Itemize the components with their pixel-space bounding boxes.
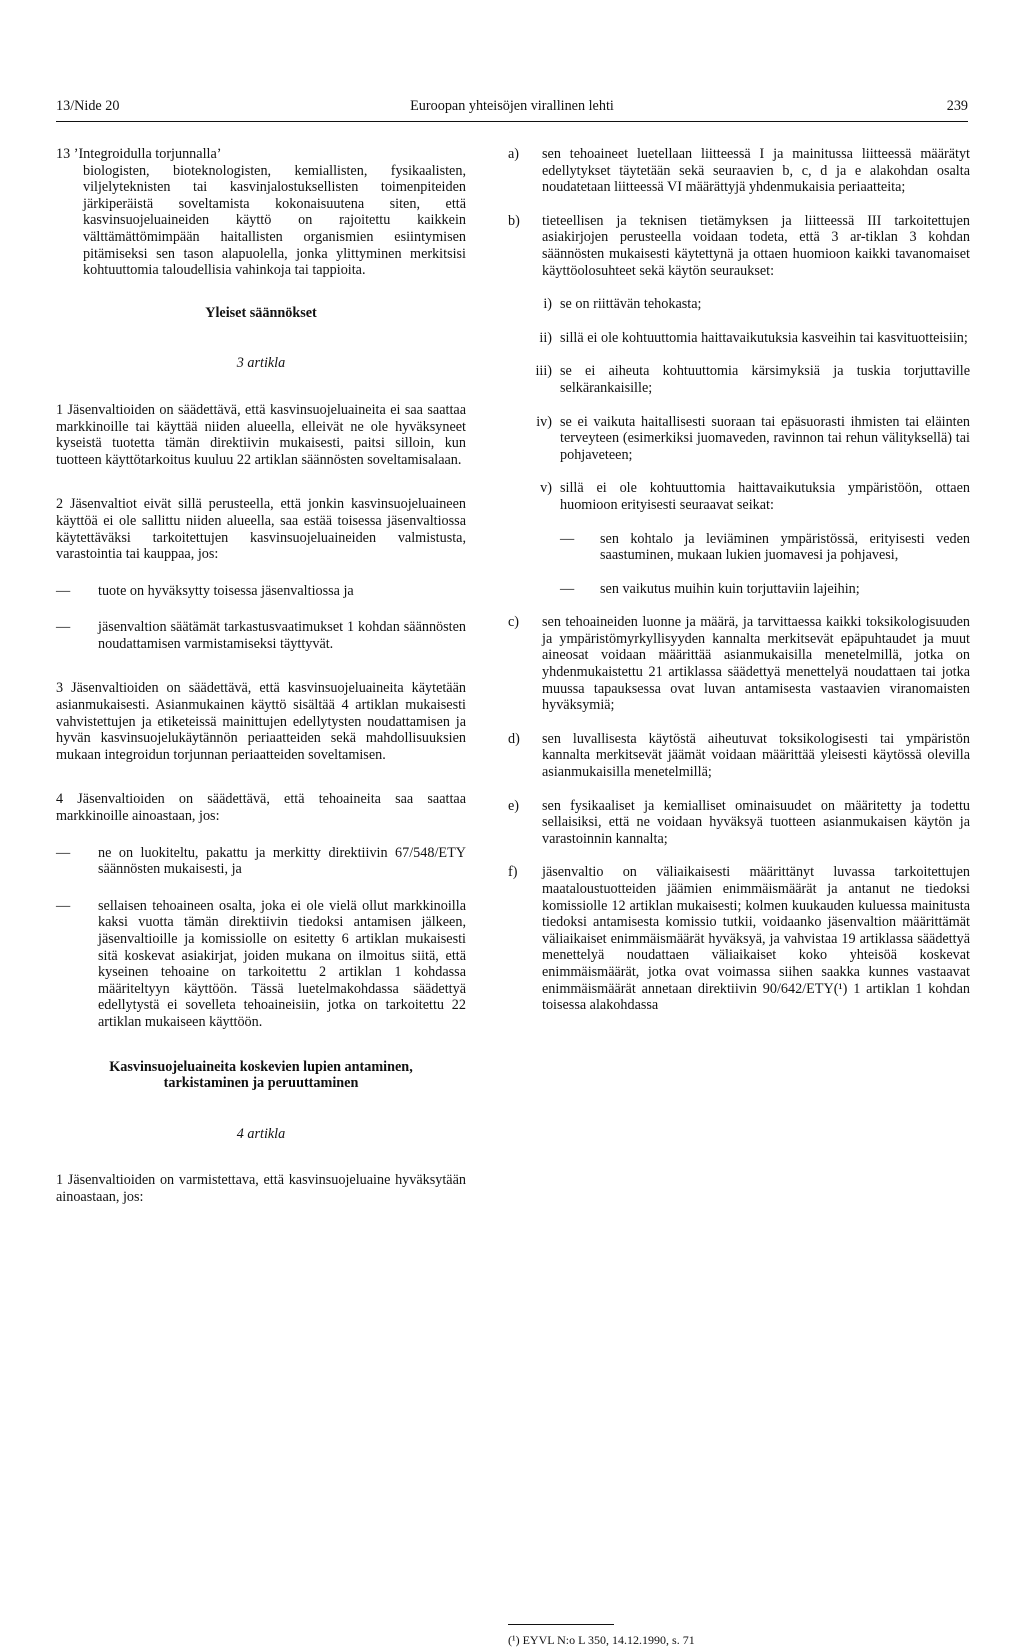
item-text: sen luvallisesta käytöstä aiheutuvat toksikologisesti tai ympäristön kannalta merkitsevät jäämät voidaan määrittää yleisesti käytössä olevilla asianmukaisilla menetelmillä; bbox=[542, 730, 970, 781]
left-column bbox=[56, 146, 466, 1206]
list-item bbox=[56, 619, 466, 652]
dash-bullet: — bbox=[56, 897, 71, 914]
subitem-label: ii) bbox=[539, 329, 552, 346]
journal-issue: 13/Nide 20 bbox=[56, 98, 120, 114]
subitem-dash-2 bbox=[508, 581, 970, 598]
subitem-dash-1 bbox=[508, 531, 970, 564]
subitem-text: se on riittävän tehokasta; bbox=[560, 296, 702, 313]
item-label: e) bbox=[508, 797, 520, 814]
subitem-label: i) bbox=[543, 296, 552, 313]
item-text: tieteellisen ja teknisen tietämyksen ja liitteessä III tarkoitettujen asiakirjojen perusteella voidaan todeta, että 3 ar-tiklan 3 kohdan säännösten mukaisesti käytettynä ja ottaen huomioon kaikki tavanomaiset käyttöolosuhteet sekä käytön seuraukset: bbox=[542, 212, 970, 279]
subitem-label: iv) bbox=[536, 413, 552, 430]
dash-bullet: — bbox=[56, 844, 71, 861]
list-item-text: sellaisen tehoaineen osalta, joka ei ole vielä ollut markkinoilla kaksi vuotta tämän direktiivin tiedoksi antamisen jälkeen, jäsenvaltioille ja komissiolle on esitetty 6 artiklan mukaisesti sitä koskevat asiakirjat, joiden mukana on ilmoitus siitä, että kyseinen tehoaine on tarkoitettu 2 artiklan 1 kohdassa määriteltyyn käyttöön. Tässä luetelmakohdassa säädettyä edellytystä ei sovelleta tehoaineisiin, jotka on tarkoitettu 22 artiklan mukaiseen käyttöön. bbox=[98, 897, 466, 1030]
subitem-dash-text: sen kohtalo ja leviäminen ympäristössä, erityisesti veden saastuminen, mukaan lukien juomavesi ja pohjavesi, bbox=[600, 530, 970, 564]
article-3-paragraph-2: 2 Jäsenvaltiot eivät sillä perusteella, että jonkin kasvinsuojeluaineen käyttöä ei ole sallittu niiden alueella, saa estää toisessa jäsenvaltiossa käytettäväksi tarkoitettujen kasvinsuojeluaineiden valmistusta, varastointia tai kauppaa, jos: bbox=[56, 496, 466, 563]
article-3-title: 3 artikla bbox=[236, 355, 286, 372]
article-4-title: 4 artikla bbox=[236, 1125, 286, 1142]
item-text: sen tehoaineiden luonne ja määrä, ja tarvittaessa kaikki toksikologisuuden ja ympäristömyrkyllisyyden kannalta merkitsevät epäpuhtaudet ja muut aineosat voidaan määrittää asianmukaisilla menetelmillä, jotka on yhdenmukaistettu 21 artiklassa säädettyä menettelyä noudattaen tai jotka muussa tapauksessa ovat luvan antamisesta vastaavien viranomaisten hyväksymiä; bbox=[542, 614, 970, 714]
subitem-text: se ei vaikuta haitallisesti suoraan tai epäsuorasti ihmisten tai eläinten terveyteen (esimerkiksi juomaveden, ravinnon tai rehun välityksellä) tai pohjaveteen; bbox=[560, 413, 970, 463]
list-item-text: tuote on hyväksytty toisessa jäsenvaltiossa ja bbox=[98, 582, 354, 599]
section-heading bbox=[56, 1059, 466, 1092]
item-text: jäsenvaltio on väliaikaisesti määrittänyt luvassa tarkoitettujen maataloustuotteiden jäämien enimmäismäärät ja antanut ne tiedoksi komissiolle 12 artiklan mukaisesti; kolmen kuukauden kuluessa mainitusta tiedoksi antamisesta komissio tutkii, voidaanko jäsenvaltion määrittämät väliaikaiset enimmäismäärät hyväksyä, ja vahvistaa 19 artiklassa säädettyä menettelyä noudattaen väliaikaiset koko yhteisöä koskevat enimmäismäärät, jotka ovat voimassa siihen saakka kunnes vastaavat enimmäismäärät annetaan direktiivin 90/642/ETY(¹) 1 artiklan 1 kohdan toisessa alakohdassa bbox=[542, 864, 970, 1014]
subitem-i bbox=[508, 296, 970, 313]
subitem-v bbox=[508, 480, 970, 513]
section-heading-line-2: tarkistaminen ja peruuttaminen bbox=[163, 1075, 359, 1092]
subitem-text: sillä ei ole kohtuuttomia haittavaikutuksia ympäristöön, ottaen huomioon erityisesti seuraavat seikat: bbox=[560, 480, 970, 513]
article-3-paragraph-3: 3 Jäsenvaltioiden on säädettävä, että kasvinsuojeluaineita käytetään asianmukaisesti. Asianmukainen käyttö sisältää 4 artiklan mukaisesti vahvistettujen ja etiketeissä mainittujen edellytysten noudattamisen ja hyvän kasvinsuojelukäytännön periaatteiden sekä mahdollisuuksien mukaan integroidun torjunnan periaatteiden soveltamisen. bbox=[56, 680, 466, 763]
dash-bullet: — bbox=[56, 619, 71, 636]
right-column bbox=[508, 146, 970, 1014]
subitem-iv bbox=[508, 414, 970, 464]
definition-text: biologisten, bioteknologisten, kemiallisten, fysikaalisten, viljelyteknisten tai kasvinjalostuksellisten toimenpiteiden järkiperäistä soveltamista kokonaisuutena siten, että kasvinsuojeluaineiden käyttö on rajoitettu kaikkein välttämättömimpään haitallisten organismien esiintymisen pitämiseksi sen tason alapuolella, jonka ylittyminen merkitsisi kohtuuttomia taloudellisia vahinkoja tai tappioita. bbox=[83, 162, 466, 279]
page-header bbox=[56, 98, 968, 120]
subitem-text: sillä ei ole kohtuuttomia haittavaikutuksia kasveihin tai kasvituotteisiin; bbox=[560, 329, 968, 346]
page-number: 239 bbox=[946, 98, 968, 114]
list-item bbox=[56, 845, 466, 878]
list-item-text: ne on luokiteltu, pakattu ja merkitty direktiivin 67/548/ETY säännösten mukaisesti, ja bbox=[98, 844, 466, 878]
item-label: c) bbox=[508, 614, 520, 631]
definition-term: 13 ’Integroidulla torjunnalla’ bbox=[56, 146, 222, 162]
dash-bullet: — bbox=[56, 582, 71, 599]
list-item-f bbox=[508, 864, 970, 1013]
list-item bbox=[56, 583, 466, 600]
list-item-text: jäsenvaltion säätämät tarkastusvaatimukset 1 kohdan säännösten noudattamisen varmistamiseksi täyttyvät. bbox=[98, 619, 466, 652]
item-label: b) bbox=[508, 212, 520, 229]
list-item-c bbox=[508, 614, 970, 714]
footnote-divider bbox=[508, 1624, 614, 1625]
general-provisions-heading: Yleiset säännökset bbox=[205, 304, 317, 321]
dash-bullet: — bbox=[560, 580, 575, 597]
dash-bullet: — bbox=[560, 530, 575, 547]
subitem-label: v) bbox=[540, 480, 552, 497]
list-item bbox=[56, 898, 466, 1031]
list-item-e bbox=[508, 798, 970, 848]
subitem-text: se ei aiheuta kohtuuttomia kärsimyksiä ja tuskia torjuttaville selkärankaisille; bbox=[560, 363, 970, 396]
item-label: d) bbox=[508, 730, 520, 747]
article-3-paragraph-4: 4 Jäsenvaltioiden on säädettävä, että tehoaineita saa saattaa markkinoille ainoastaan, jos: bbox=[56, 791, 466, 825]
header-divider bbox=[56, 121, 968, 122]
article-4-paragraph-1: 1 Jäsenvaltioiden on varmistettava, että kasvinsuojeluaine hyväksytään ainoastaan, jos: bbox=[56, 1172, 466, 1205]
list-item-b bbox=[508, 213, 970, 279]
journal-title: Euroopan yhteisöjen virallinen lehti bbox=[410, 98, 614, 114]
article-3-paragraph-1: 1 Jäsenvaltioiden on säädettävä, että kasvinsuojeluaineita ei saa saattaa markkinoille tai käyttää niiden alueella, elleivät ne ole hyväksyneet kyseistä tuotetta tämän direktiivin mukaisesti, paitsi silloin, kun tuotteen käyttötarkoitus kuuluu 22 artiklan säännösten soveltamisalaan. bbox=[56, 401, 466, 468]
item-label: a) bbox=[508, 146, 520, 162]
subitem-label: iii) bbox=[535, 363, 552, 380]
section-heading-line-1: Kasvinsuojeluaineita koskevien lupien antaminen, bbox=[109, 1058, 413, 1075]
list-item-d bbox=[508, 731, 970, 781]
item-text: sen fysikaaliset ja kemialliset ominaisuudet on määritetty ja todettu sellaisiksi, että ne voidaan hyväksyä tuotteen asianmukaisen käytön ja varastoinnin kannalta; bbox=[542, 797, 970, 847]
subitem-iii bbox=[508, 363, 970, 396]
subitem-ii bbox=[508, 330, 970, 347]
list-item-a bbox=[508, 146, 970, 196]
subitem-dash-text: sen vaikutus muihin kuin torjuttaviin lajeihin; bbox=[600, 580, 860, 597]
footnote: (¹) EYVL N:o L 350, 14.12.1990, s. 71 bbox=[508, 1633, 695, 1647]
item-text: sen tehoaineet luetellaan liitteessä I ja mainitussa liitteessä määrätyt edellytykset täytetään sekä seuraavien b, c, d ja e alakohdan osalta noudatetaan liitteessä VI määrättyjä yhdenmukaisia periaatteita; bbox=[542, 146, 970, 196]
item-label: f) bbox=[508, 864, 518, 881]
